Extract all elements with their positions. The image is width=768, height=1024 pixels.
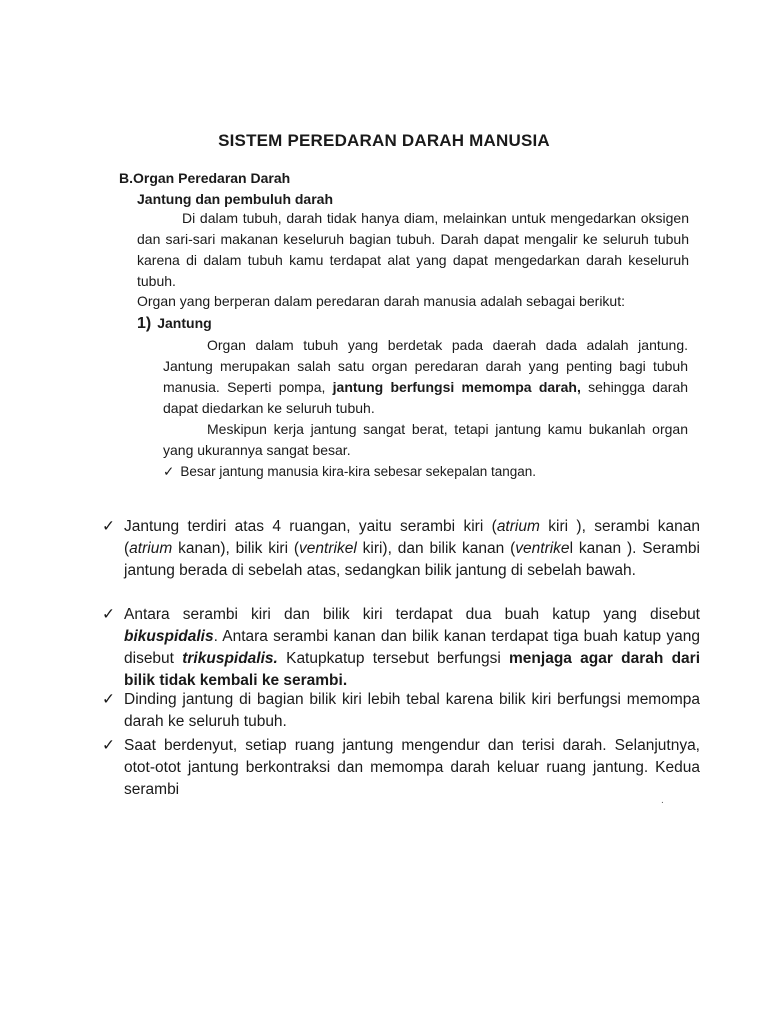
bullet-text: Jantung terdiri atas 4 ruangan, yaitu serambi kiri (atrium kiri ), serambi kanan (atrium kanan), bilik kiri (ventrikel kiri), dan bilik kanan (ventrikel kanan ). Serambi jantung berada di sebelah atas, sedangkan bilik jantung di sebelah bawah. xyxy=(124,518,700,579)
bullet-valves xyxy=(102,604,700,692)
text-run: sehingga darah dapat diedarkan ke seluruh tubuh. xyxy=(163,379,689,416)
section-heading: B.Organ Peredaran Darah xyxy=(119,170,291,186)
text-run: Organ dalam tubuh yang berdetak pada daerah dada adalah jantung. Jantung merupakan salah satu organ peredaran darah yang penting bagi tubuh manusia. Seperti pompa, xyxy=(163,337,688,395)
check-icon: ✓ xyxy=(102,737,115,754)
check-item-size xyxy=(163,461,536,482)
organ-list-intro: Organ yang berperan dalam peredaran darah manusia adalah sebagai berikut: xyxy=(137,293,625,309)
check-icon: ✓ xyxy=(102,691,115,708)
check-icon: ✓ xyxy=(163,464,175,479)
stray-mark: . xyxy=(661,795,664,806)
item-label: Jantung xyxy=(157,315,212,331)
bullet-wall xyxy=(102,689,700,733)
check-text: Besar jantung manusia kira-kira sebesar sekepalan tangan. xyxy=(180,464,537,479)
subheading: Jantung dan pembuluh darah xyxy=(137,191,334,207)
bullet-chambers xyxy=(102,516,700,582)
list-item-jantung xyxy=(137,315,212,333)
jantung-paragraph-1 xyxy=(163,335,688,419)
intro-paragraph: Di dalam tubuh, darah tidak hanya diam, melainkan untuk mengedarkan oksigen dan sari-sari makanan keseluruh bagian tubuh. Darah dapat mengalir ke seluruh tubuh karena di dalam tubuh kamu terdapat alat yang dapat mengedarkan darah keseluruh tubuh. xyxy=(137,210,689,289)
item-number: 1) xyxy=(137,315,152,332)
check-icon: ✓ xyxy=(102,606,115,623)
page-title: SISTEM PEREDARAN DARAH MANUSIA xyxy=(218,131,550,150)
bullet-text: Saat berdenyut, setiap ruang jantung mengendur dan terisi darah. Selanjutnya, otot-otot jantung berkontraksi dan memompa darah keluar ruang jantung. Kedua serambi xyxy=(124,737,700,798)
bold-run: jantung berfungsi memompa darah, xyxy=(332,379,581,395)
bullet-pulse xyxy=(102,735,700,801)
bullet-text: Antara serambi kiri dan bilik kiri terdapat dua buah katup yang disebut bikuspidalis. Antara serambi kanan dan bilik kanan terdapat tiga buah katup yang disebut trikuspidalis. Katupkatup tersebut berfungsi menjaga agar darah dari bilik tidak kembali ke serambi. xyxy=(124,606,700,689)
bullet-text: Dinding jantung di bagian bilik kiri lebih tebal karena bilik kiri berfungsi memompa darah ke seluruh tubuh. xyxy=(124,691,700,730)
jantung-paragraph-2: Meskipun kerja jantung sangat berat, tetapi jantung kamu bukanlah organ yang ukurannya sangat besar. xyxy=(163,421,688,458)
check-icon: ✓ xyxy=(102,518,115,535)
